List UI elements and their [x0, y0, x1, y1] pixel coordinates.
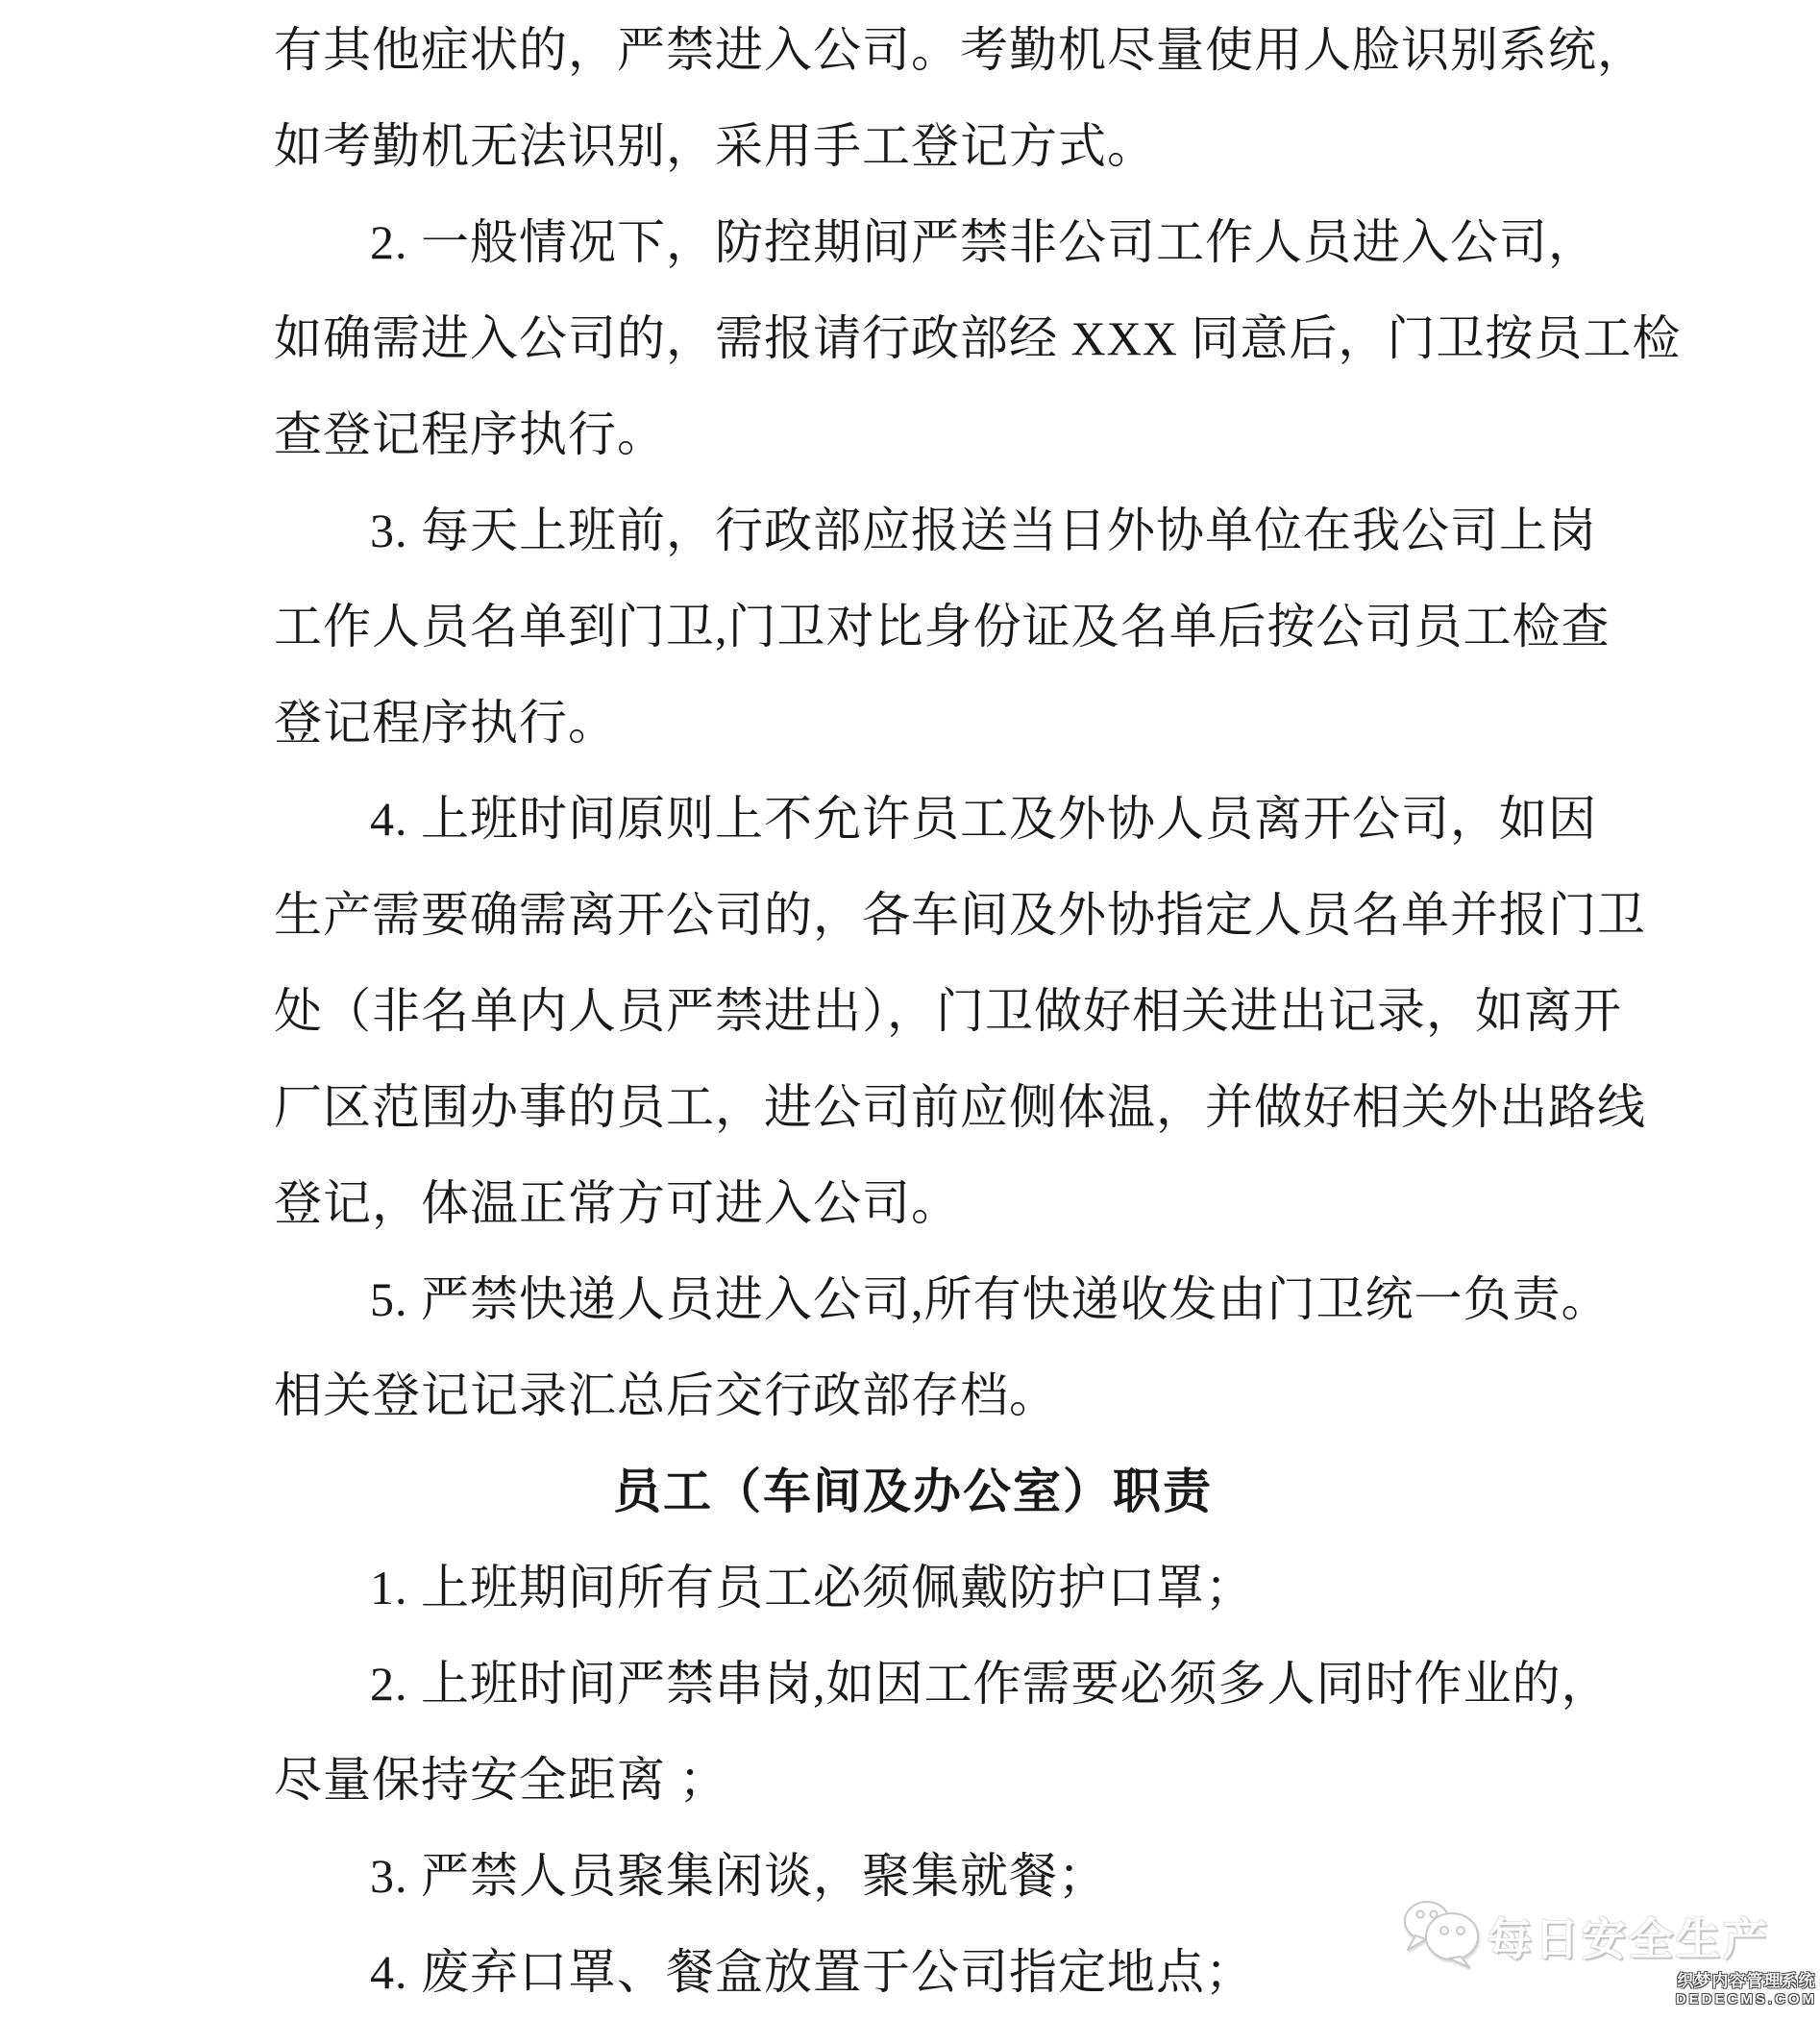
document-line: 厂区范围办事的员工，进公司前应侧体温，并做好相关外出路线 [274, 1080, 1646, 1134]
document-line: 1. 上班期间所有员工必须佩戴防护口罩； [370, 1561, 1254, 1614]
document-line: 生产需要确需离开公司的，各车间及外协指定人员名单并报门卫 [274, 888, 1646, 942]
cms-system-name: 织梦内容管理系统 [1677, 1972, 1816, 1991]
document-line: 4. 废弃口罩、餐盒放置于公司指定地点； [370, 1945, 1254, 1999]
document-line: 查登记程序执行。 [274, 407, 666, 461]
document-line: 3. 严禁人员聚集闲谈，聚集就餐； [370, 1849, 1107, 1903]
document-line: 处（非名单内人员严禁进出），门卫做好相关进出记录，如离开 [274, 984, 1622, 1038]
document-line: 尽量保持安全距离 ； [274, 1753, 728, 1807]
cms-watermark [1676, 1972, 1817, 2008]
document-line: 工作人员名单到门卫,门卫对比身份证及名单后按公司员工检查 [274, 600, 1611, 653]
document-line: 2. 上班时间严禁串岗,如因工作需要必须多人同时作业的， [370, 1657, 1611, 1711]
document-line: 5. 严禁快递人员进入公司,所有快递收发由门卫统一负责。 [370, 1272, 1611, 1326]
brand-watermark-text: 每日安全生产 [1488, 1913, 1770, 1964]
document-line: 4. 上班时间原则上不允许员工及外协人员离开公司，如因 [370, 792, 1597, 846]
section-heading: 员工（车间及办公室）职责 [613, 1465, 1213, 1518]
brand-watermark [1401, 1899, 1770, 1973]
document-line: 3. 每天上班前，行政部应报送当日外协单位在我公司上岗 [370, 504, 1597, 557]
document-line: 登记，体温正常方可进入公司。 [274, 1176, 960, 1230]
document-line: 登记程序执行。 [274, 696, 617, 750]
document-line: 有其他症状的，严禁进入公司。考勤机尽量使用人脸识别系统， [274, 23, 1646, 77]
wechat-icon [1401, 1899, 1482, 1973]
document-line: 如考勤机无法识别，采用手工登记方式。 [274, 119, 1156, 173]
document-line: 相关登记记录汇总后交行政部存档。 [274, 1368, 1058, 1422]
cms-domain-text: DEDECMS.COM [1675, 1990, 1817, 2008]
document-line: 2. 一般情况下，防控期间严禁非公司工作人员进入公司， [370, 215, 1597, 269]
document-line: 如确需进入公司的，需报请行政部经 XXX 同意后，门卫按员工检 [274, 311, 1682, 365]
